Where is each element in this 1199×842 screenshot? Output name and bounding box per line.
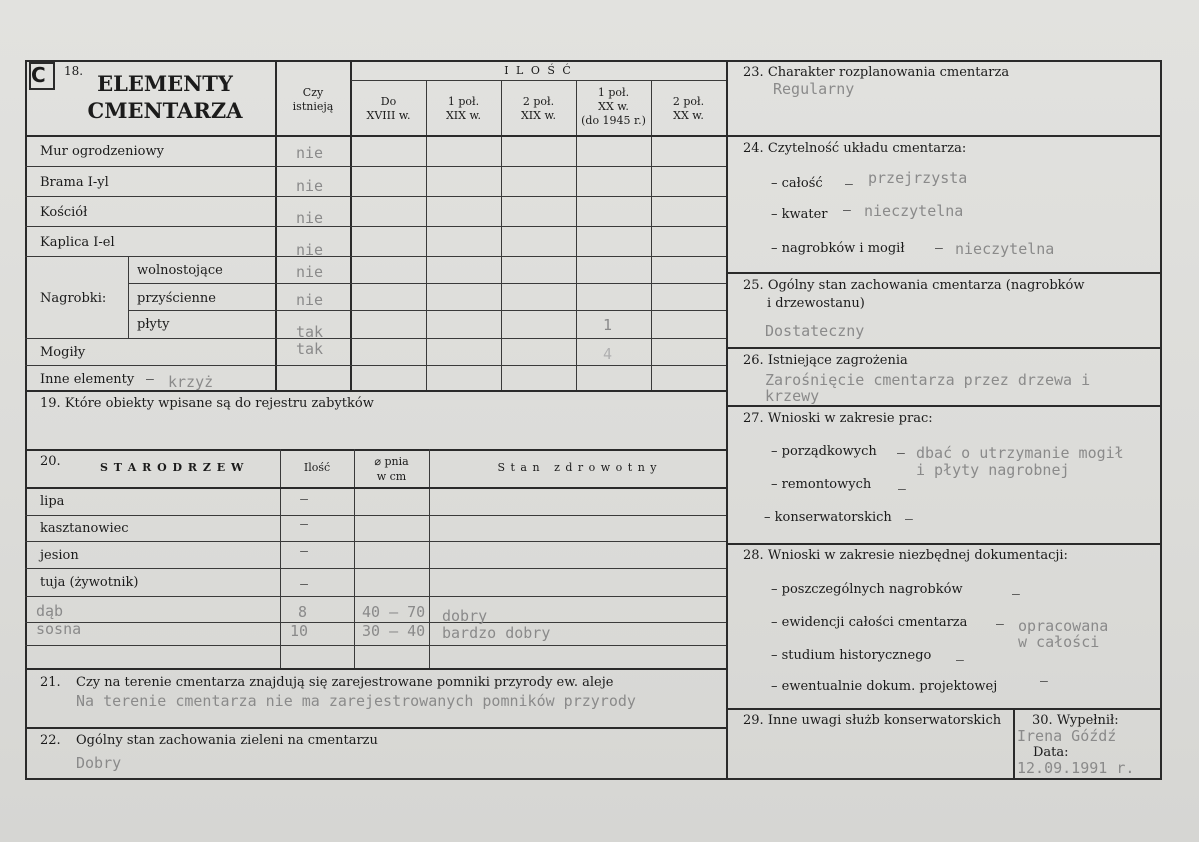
section-number: 27. bbox=[743, 411, 764, 426]
section-title-line2: CMENTARZA bbox=[87, 98, 243, 123]
grid-line bbox=[501, 80, 502, 390]
section-25-label-2: i drzewostanu) bbox=[767, 296, 865, 311]
section-22-value: Dobry bbox=[76, 754, 122, 772]
item-label: – remontowych bbox=[771, 477, 872, 492]
row-label-wall: Mur ogrodzeniowy bbox=[40, 144, 164, 159]
item-value-2: i płyty nagrobnej bbox=[916, 461, 1070, 479]
section-number: 25. bbox=[743, 278, 764, 293]
filled-date: 12.09.1991 r. bbox=[1017, 759, 1135, 777]
column-header-health: S t a n z d r o w o t n y bbox=[497, 461, 658, 474]
category-letter: C bbox=[31, 63, 46, 87]
grid-line bbox=[429, 449, 430, 668]
section-29-text: Inne uwagi służb konserwatorskich bbox=[767, 713, 1002, 728]
item-label: – całość bbox=[771, 176, 823, 191]
column-header-exists-2: istnieją bbox=[292, 100, 334, 113]
tree-name: dąb bbox=[36, 602, 64, 620]
grid-line bbox=[25, 645, 726, 646]
tree-diameter: 40 – 70 bbox=[362, 603, 426, 621]
column-header-exists: Czy bbox=[302, 86, 324, 99]
grid-line bbox=[651, 80, 652, 390]
tree-count: – bbox=[300, 544, 308, 559]
section-number: 30. bbox=[1032, 713, 1053, 728]
value-church: nie bbox=[296, 209, 324, 227]
grid-line bbox=[25, 196, 726, 197]
section-27-text: Wnioski w zakresie prac: bbox=[767, 411, 933, 426]
grid-line bbox=[25, 256, 726, 257]
grid-line bbox=[25, 515, 726, 516]
row-label-tombstones: Nagrobki: bbox=[40, 291, 107, 306]
section-22-label: Ogólny stan zachowania zieleni na cmentarzu bbox=[76, 733, 378, 748]
tree-name: sosna bbox=[36, 620, 82, 638]
grid-line bbox=[25, 338, 726, 339]
dash: – bbox=[845, 177, 853, 192]
period-header: Do bbox=[380, 95, 397, 108]
section-27-label bbox=[743, 412, 933, 426]
value-other: krzyż bbox=[168, 373, 214, 391]
item-label: – kwater bbox=[771, 207, 828, 222]
dash: – bbox=[935, 241, 943, 256]
date-label: Data: bbox=[1033, 745, 1069, 760]
grid-line bbox=[727, 405, 1162, 407]
section-number: 28. bbox=[743, 548, 764, 563]
grid-line bbox=[25, 568, 726, 569]
section-25-value: Dostateczny bbox=[765, 322, 865, 340]
count-slabs: 1 bbox=[603, 316, 613, 334]
column-header-quantity: I L O Ś Ć bbox=[504, 64, 573, 77]
grid-line bbox=[128, 283, 726, 284]
section-number: 19. bbox=[40, 396, 61, 411]
section-24-text: Czytelność układu cmentarza: bbox=[767, 141, 967, 156]
section-number: 23. bbox=[743, 65, 764, 80]
grid-line bbox=[727, 543, 1162, 545]
tree-health: bardzo dobry bbox=[442, 624, 551, 642]
item-label: – studium historycznego bbox=[771, 648, 932, 663]
count-graves: 4 bbox=[603, 345, 613, 363]
grid-line bbox=[25, 541, 726, 542]
dash: – bbox=[905, 512, 913, 527]
section-number: 29. bbox=[743, 713, 764, 728]
section-number: 18. bbox=[64, 64, 84, 78]
item-value: przejrzysta bbox=[868, 169, 968, 187]
divider-29-30 bbox=[1013, 708, 1015, 780]
row-label-freestanding: wolnostojące bbox=[137, 263, 223, 278]
dash: – bbox=[843, 203, 851, 218]
section-title-line1: ELEMENTY bbox=[97, 71, 233, 96]
tree-name: kasztanowiec bbox=[40, 521, 129, 536]
grid-line bbox=[25, 365, 726, 366]
period-header: 2 poł. bbox=[522, 95, 555, 108]
item-label: – nagrobków i mogił bbox=[771, 241, 905, 256]
row-label-graves: Mogiły bbox=[40, 345, 86, 360]
item-label: – ewidencji całości cmentarza bbox=[771, 615, 968, 630]
value-graves: tak bbox=[296, 340, 324, 358]
tree-health: dobry bbox=[442, 607, 488, 625]
grid-line bbox=[25, 487, 726, 489]
section-25-label bbox=[743, 279, 1084, 293]
grid-line bbox=[426, 80, 427, 390]
grid-line bbox=[727, 272, 1162, 274]
section-23-text: Charakter rozplanowania cmentarza bbox=[767, 65, 1010, 80]
value-chapel: nie bbox=[296, 241, 324, 259]
column-header-diameter-2: w cm bbox=[376, 470, 407, 483]
section-19-label bbox=[40, 397, 374, 411]
grid-line bbox=[25, 727, 726, 729]
tree-name: tuja (żywotnik) bbox=[40, 575, 139, 590]
tree-count: – bbox=[300, 577, 308, 592]
period-header: XX w. bbox=[673, 109, 704, 122]
tree-name: jesion bbox=[40, 548, 79, 563]
item-value-2: w całości bbox=[1018, 633, 1100, 651]
section-number: 21. bbox=[40, 675, 61, 690]
row-label-slabs: płyty bbox=[137, 317, 170, 332]
grid-line bbox=[727, 708, 1162, 710]
grid-line bbox=[25, 596, 726, 597]
grid-line bbox=[25, 449, 726, 451]
grid-line bbox=[25, 390, 726, 392]
tree-name: lipa bbox=[40, 494, 65, 509]
section-30-label bbox=[1032, 714, 1119, 728]
row-label-church: Kościół bbox=[40, 205, 88, 220]
period-header: XVIII w. bbox=[366, 109, 411, 122]
section-28-text: Wnioski w zakresie niezbędnej dokumentacji: bbox=[767, 548, 1068, 563]
row-label-chapel: Kaplica I-el bbox=[40, 235, 115, 250]
section-23-label bbox=[743, 66, 1009, 80]
dash: – bbox=[956, 653, 964, 668]
item-value: nieczytelna bbox=[864, 202, 964, 220]
section-19-text: Które obiekty wpisane są do rejestru zabytków bbox=[64, 396, 374, 411]
item-label: – konserwatorskich bbox=[764, 510, 892, 525]
value-slabs: tak bbox=[296, 323, 324, 341]
item-value: opracowana bbox=[1018, 617, 1109, 635]
grid-line bbox=[727, 135, 1162, 137]
section-number: 26. bbox=[743, 353, 764, 368]
section-number: 22. bbox=[40, 733, 61, 748]
grid-line bbox=[128, 256, 129, 338]
section-20-title: S T A R O D R Z E W bbox=[100, 461, 245, 474]
section-number: 24. bbox=[743, 141, 764, 156]
period-header: XIX w. bbox=[520, 109, 557, 122]
row-label-wall-mounted: przyścienne bbox=[137, 291, 216, 306]
item-value: nieczytelna bbox=[955, 240, 1055, 258]
item-label: – ewentualnie dokum. projektowej bbox=[771, 679, 998, 694]
section-25-text: Ogólny stan zachowania cmentarza (nagrobków bbox=[767, 278, 1085, 293]
section-number: 20. bbox=[40, 454, 61, 469]
tree-diameter: 30 – 40 bbox=[362, 622, 426, 640]
section-29-label bbox=[743, 714, 1001, 728]
filled-by-name: Irena Góźdź bbox=[1017, 727, 1117, 745]
grid-line bbox=[727, 347, 1162, 349]
dash: – bbox=[996, 617, 1004, 632]
period-header: 2 poł. bbox=[672, 95, 705, 108]
section-21-value: Na terenie cmentarza nie ma zarejestrowanych pomników przyrody bbox=[76, 692, 636, 710]
row-label-gate: Brama I-yl bbox=[40, 175, 109, 190]
period-header: XIX w. bbox=[445, 109, 482, 122]
dash: – bbox=[897, 446, 905, 461]
row-label-other: Inne elementy bbox=[40, 372, 135, 387]
dash: – bbox=[1012, 587, 1020, 602]
column-header-count: Ilość bbox=[303, 461, 331, 474]
value-gate: nie bbox=[296, 177, 324, 195]
dash: – bbox=[146, 372, 154, 387]
section-28-label bbox=[743, 549, 1068, 563]
section-21-label: Czy na terenie cmentarza znajdują się zarejestrowane pomniki przyrody ew. aleje bbox=[76, 675, 614, 690]
form-frame bbox=[25, 60, 1162, 780]
item-label: – porządkowych bbox=[771, 444, 877, 459]
period-header: 1 poł. bbox=[447, 95, 480, 108]
dash: – bbox=[898, 482, 906, 497]
tree-count: – bbox=[300, 517, 308, 532]
section-26-value: Zarośnięcie cmentarza przez drzewa i bbox=[765, 371, 1091, 389]
grid-line bbox=[128, 310, 726, 311]
section-24-label bbox=[743, 142, 966, 156]
section-23-value: Regularny bbox=[773, 80, 855, 98]
period-header: 1 poł. bbox=[597, 86, 630, 99]
column-header-diameter: ⌀ pnia bbox=[374, 455, 409, 468]
column-divider bbox=[726, 60, 728, 780]
item-label: – poszczególnych nagrobków bbox=[771, 582, 963, 597]
period-header: (do 1945 r.) bbox=[581, 114, 646, 127]
grid-line bbox=[25, 226, 726, 227]
section-26-value-2: krzewy bbox=[765, 387, 820, 405]
tree-count: 10 bbox=[290, 622, 309, 640]
item-value: dbać o utrzymanie mogił bbox=[916, 444, 1124, 462]
period-header: XX w. bbox=[598, 100, 629, 113]
grid-line bbox=[25, 135, 726, 137]
dash: – bbox=[1040, 674, 1048, 689]
section-26-label bbox=[743, 354, 908, 368]
value-wall: nie bbox=[296, 144, 324, 162]
grid-line bbox=[25, 668, 726, 670]
value-wall-mounted: nie bbox=[296, 291, 324, 309]
tree-count: 8 bbox=[298, 603, 308, 621]
tree-count: – bbox=[300, 492, 308, 507]
value-freestanding: nie bbox=[296, 263, 324, 281]
grid-line bbox=[351, 80, 726, 81]
section-30-text: Wypełnił: bbox=[1056, 713, 1119, 728]
grid-line bbox=[25, 166, 726, 167]
section-26-text: Istniejące zagrożenia bbox=[767, 353, 908, 368]
